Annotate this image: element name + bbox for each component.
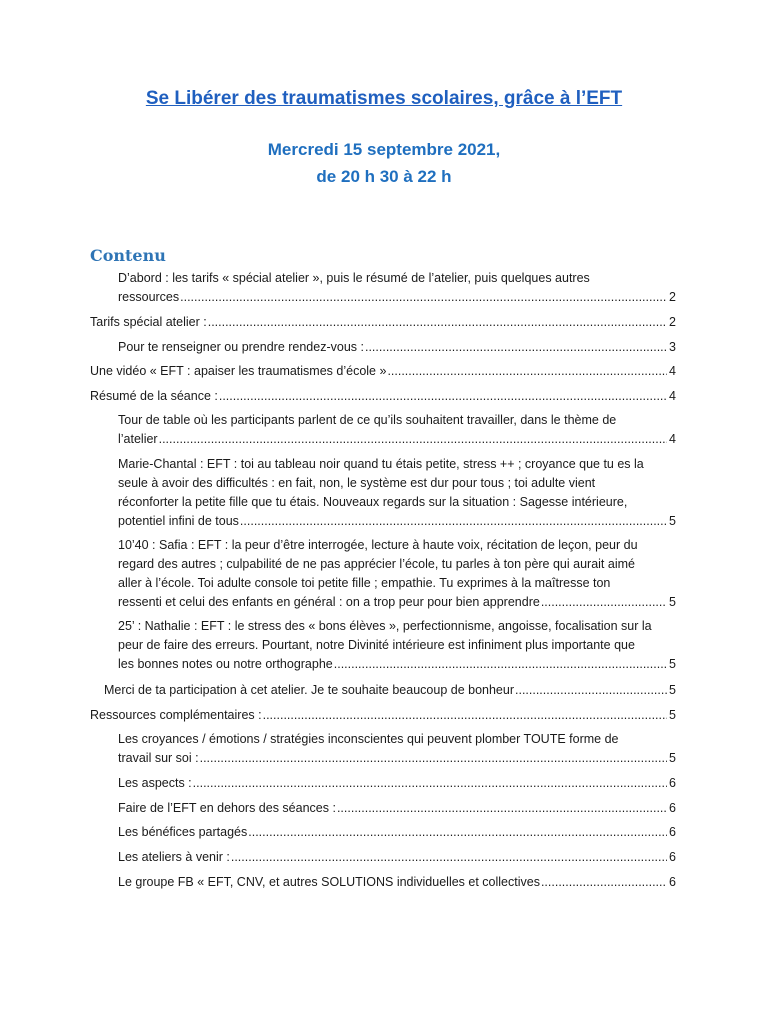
event-date-line-2: de 20 h 30 à 22 h <box>316 167 452 186</box>
toc-entry-label: les bonnes notes ou notre orthographe <box>118 657 333 671</box>
toc-entry-label: potentiel infini de tous <box>118 514 239 528</box>
toc-leader-dots <box>159 430 667 449</box>
toc-entry-line: 25’ : Nathalie : EFT : le stress des « bons élèves », perfectionnisme, angoisse, focalisation sur la <box>118 619 652 633</box>
toc-entry-label: Ressources complémentaires : <box>90 708 262 722</box>
toc-entry[interactable] <box>90 362 676 381</box>
toc-page-number: 6 <box>669 825 676 839</box>
toc-page-number: 3 <box>669 340 676 354</box>
toc-page-number: 4 <box>669 389 676 403</box>
toc-entry[interactable] <box>90 313 676 332</box>
toc-leader-dots <box>248 823 667 842</box>
toc-entry-label: ressenti et celui des enfants en général : on a trop peur pour bien apprendre <box>118 595 540 609</box>
toc-leader-dots <box>263 706 667 725</box>
toc-entry-line: aller à l’école. Toi adulte console toi petite fille ; empathie. Tu exprimes à la maîtresse ton <box>118 576 611 590</box>
toc-heading: Contenu <box>90 246 166 265</box>
toc-page-number: 6 <box>669 801 676 815</box>
toc-entry[interactable] <box>118 411 676 449</box>
toc-leader-dots <box>365 338 667 357</box>
toc-entry[interactable] <box>118 269 676 307</box>
toc-entry-line: Les croyances / émotions / stratégies inconscientes qui peuvent plomber TOUTE forme de <box>118 732 619 746</box>
toc-entry[interactable] <box>118 873 676 892</box>
toc-page-number: 5 <box>669 751 676 765</box>
toc-entry-label: Pour te renseigner ou prendre rendez-vous : <box>118 340 364 354</box>
toc-entry-line: peur de faire des erreurs. Pourtant, notre Divinité intérieure est infiniment plus importante que <box>118 638 635 652</box>
toc-leader-dots <box>334 655 667 674</box>
toc-leader-dots <box>515 681 667 700</box>
toc-page-number: 6 <box>669 875 676 889</box>
toc-entry-line: 10’40 : Safia : EFT : la peur d’être interrogée, lecture à haute voix, récitation de leçon, peur du <box>118 538 638 552</box>
toc-entry-label: Tarifs spécial atelier : <box>90 315 207 329</box>
toc-page-number: 5 <box>669 514 676 528</box>
toc-entry-label: Les aspects : <box>118 776 192 790</box>
toc-leader-dots <box>193 774 667 793</box>
toc-entry[interactable] <box>118 617 676 674</box>
toc-page-number: 6 <box>669 776 676 790</box>
toc-entry[interactable] <box>118 338 676 357</box>
toc-page-number: 5 <box>669 683 676 697</box>
toc-page-number: 4 <box>669 364 676 378</box>
toc-leader-dots <box>231 848 667 867</box>
toc-entry-line: Tour de table où les participants parlent de ce qu’ils souhaitent travailler, dans le thème de <box>118 413 617 427</box>
toc-entry-label: Les ateliers à venir : <box>118 850 230 864</box>
toc-entry[interactable] <box>118 536 676 612</box>
toc-entry-label: travail sur soi : <box>118 751 199 765</box>
toc-leader-dots <box>337 799 667 818</box>
toc-entry[interactable] <box>90 706 676 725</box>
toc-page-number: 5 <box>669 595 676 609</box>
toc-entry-label: Faire de l’EFT en dehors des séances : <box>118 801 336 815</box>
toc-entry-label: Résumé de la séance : <box>90 389 218 403</box>
toc-leader-dots <box>180 288 667 307</box>
toc-entry[interactable] <box>118 848 676 867</box>
toc-page-number: 2 <box>669 290 676 304</box>
toc-entry[interactable] <box>118 799 676 818</box>
toc-leader-dots <box>240 512 667 531</box>
toc-leader-dots <box>208 313 667 332</box>
toc-entry-label: ressources <box>118 290 180 304</box>
toc-leader-dots <box>541 873 667 892</box>
toc-page-number: 5 <box>669 708 676 722</box>
toc-page-number: 2 <box>669 315 676 329</box>
toc-entry[interactable] <box>118 730 676 768</box>
toc-entry[interactable] <box>118 823 676 842</box>
toc-page-number: 5 <box>669 657 676 671</box>
toc-leader-dots <box>200 749 667 768</box>
toc-entry-label: Une vidéo « EFT : apaiser les traumatismes d’école » <box>90 364 387 378</box>
toc-entry[interactable] <box>118 455 676 531</box>
toc-leader-dots <box>219 387 667 406</box>
toc-entry-line: seule à avoir des difficultés : en fait, non, le système est dur pour tous ; toi adulte vient <box>118 476 596 490</box>
toc-entry[interactable] <box>104 681 676 700</box>
toc-entry[interactable] <box>90 387 676 406</box>
toc-entry-label: l’atelier <box>118 432 158 446</box>
toc-page-number: 4 <box>669 432 676 446</box>
toc-entry-label: Le groupe FB « EFT, CNV, et autres SOLUTIONS individuelles et collectives <box>118 875 540 889</box>
toc-entry-label: Merci de ta participation à cet atelier. Je te souhaite beaucoup de bonheur <box>104 683 514 697</box>
toc-entry-line: Marie-Chantal : EFT : toi au tableau noir quand tu étais petite, stress ++ ; croyance que tu es la <box>118 457 644 471</box>
toc-entry-label: Les bénéfices partagés <box>118 825 248 839</box>
toc-entry-line: réconforter la petite fille que tu étais. Nouveaux regards sur la situation : Sagesse intérieure, <box>118 495 628 509</box>
toc-leader-dots <box>541 593 667 612</box>
document-title: Se Libérer des traumatismes scolaires, grâce à l’EFT <box>145 88 623 109</box>
toc-page-number: 6 <box>669 850 676 864</box>
toc-entry[interactable] <box>118 774 676 793</box>
event-date <box>0 136 768 190</box>
toc-entry-line: regard des autres ; culpabilité de ne pas apprécier l’école, tu parles à ton père qui aurait aimé <box>118 557 635 571</box>
toc-entry-line: D’abord : les tarifs « spécial atelier », puis le résumé de l’atelier, puis quelques autres <box>118 271 590 285</box>
toc-leader-dots <box>387 362 667 381</box>
event-date-line-1: Mercredi 15 septembre 2021, <box>267 140 501 159</box>
